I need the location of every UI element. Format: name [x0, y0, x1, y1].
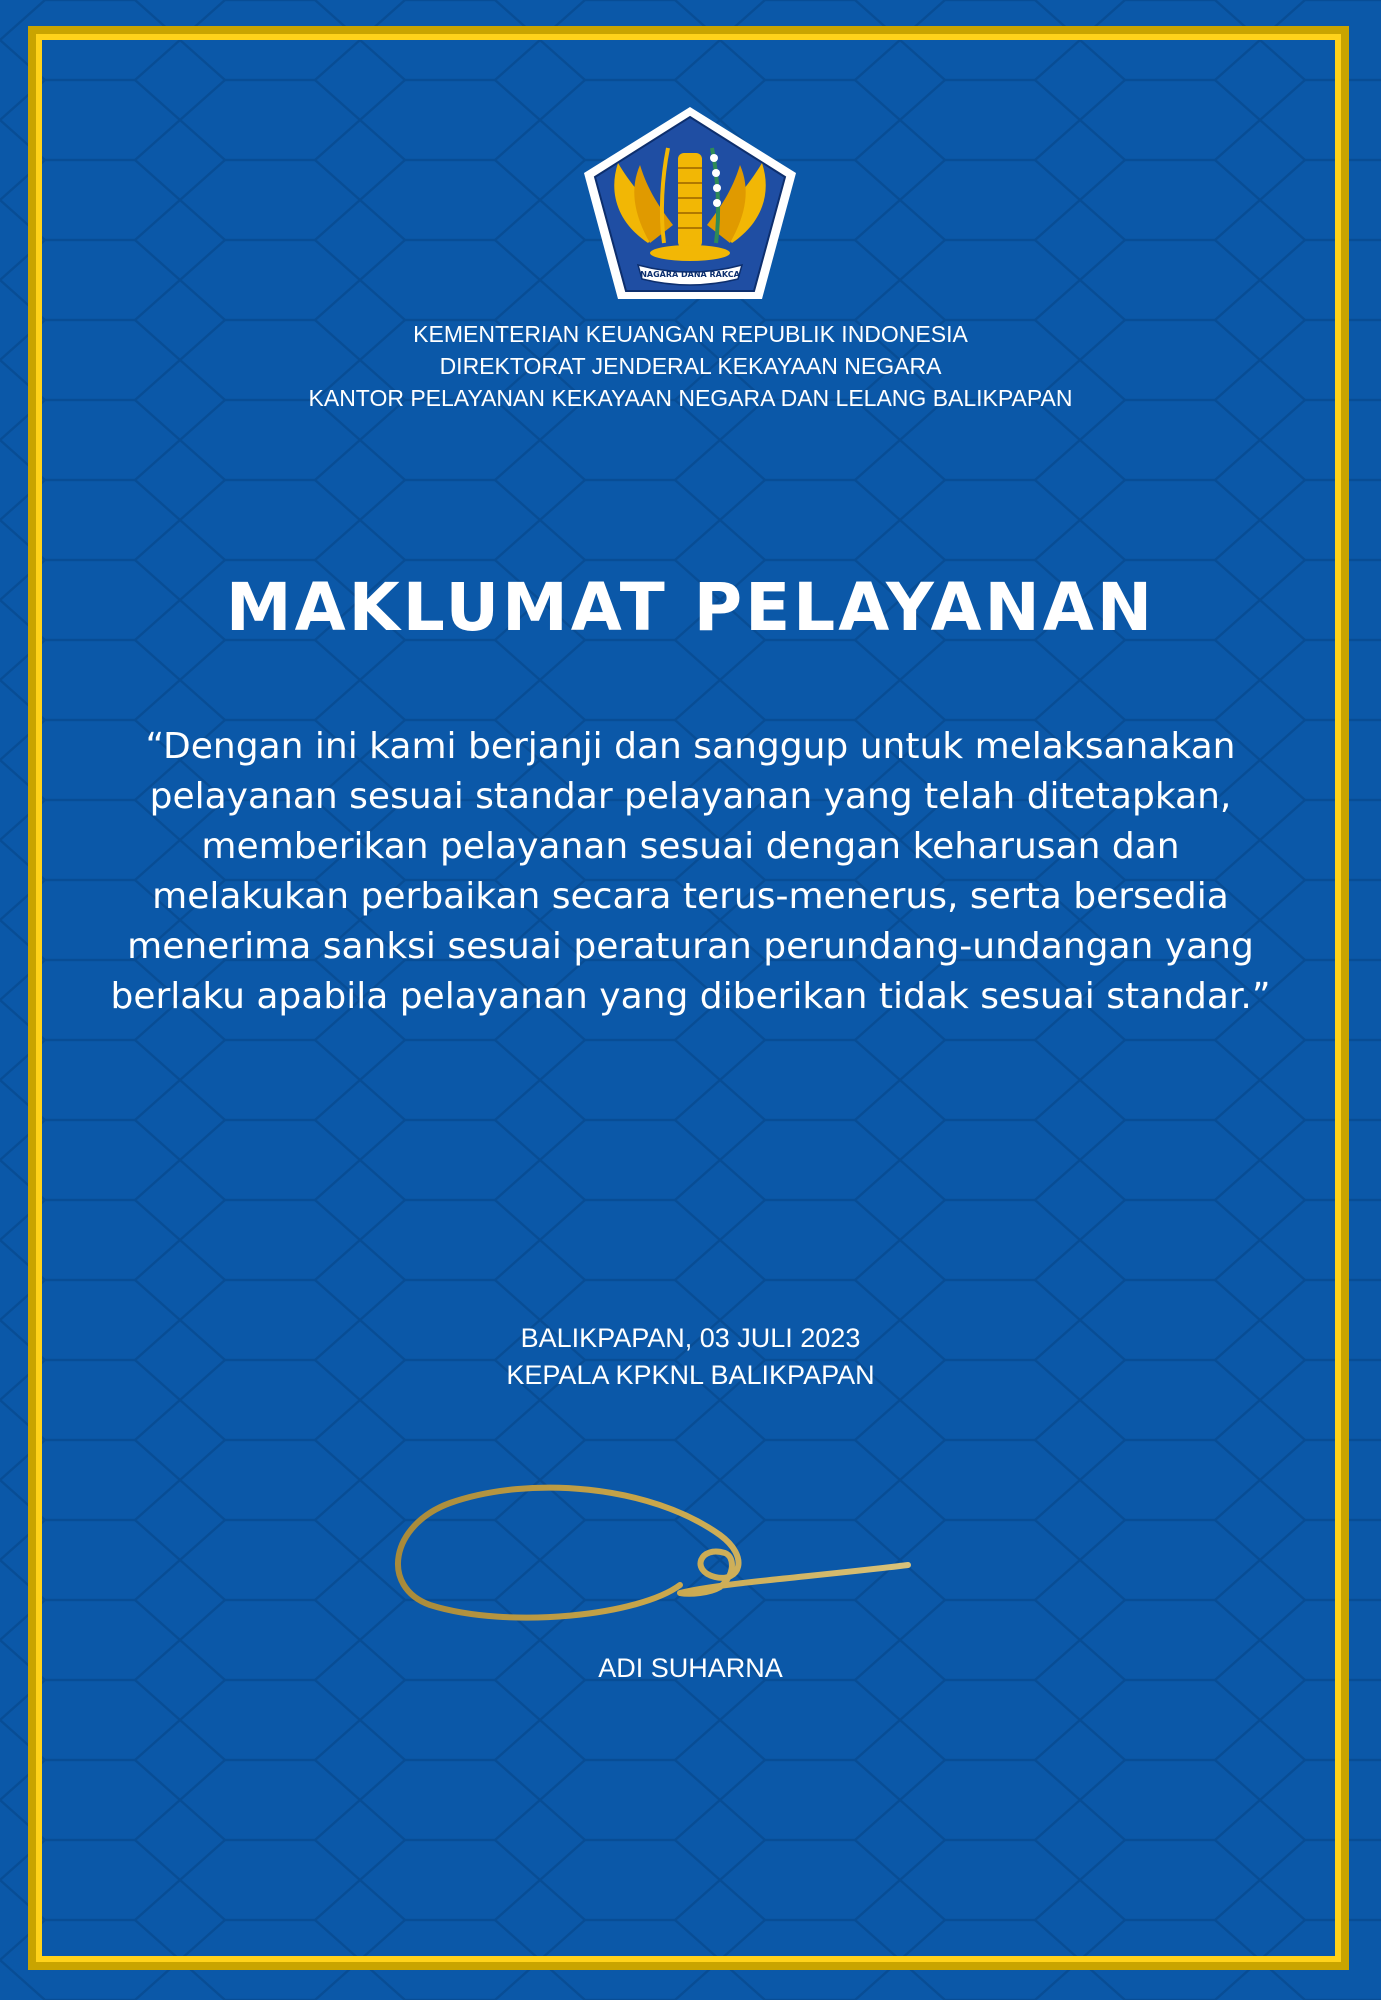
office-name: KANTOR PELAYANAN KEKAYAAN NEGARA DAN LELANG BALIKPAPAN [308, 385, 1073, 411]
logo-motto: NAGARA DANA RAKCA [640, 270, 740, 279]
statement-line: menerima sanksi sesuai peraturan perundang-undangan yang [127, 926, 1254, 967]
page-title: MAKLUMAT PELAYANAN [225, 569, 1156, 646]
statement-line: “Dengan ini kami berjanji dan sanggup untuk melaksanakan [145, 726, 1236, 767]
place-date: BALIKPAPAN, 03 JULI 2023 [520, 1323, 861, 1353]
signer-position: KEPALA KPKNL BALIKPAPAN [506, 1360, 875, 1390]
institution-header [140, 318, 1241, 414]
signer-name: ADI SUHARNA [598, 1653, 783, 1683]
directorate-name: DIREKTORAT JENDERAL KEKAYAAN NEGARA [439, 353, 942, 379]
statement-line: pelayanan sesuai standar pelayanan yang telah ditetapkan, [149, 776, 1232, 817]
service-pledge-statement [70, 722, 1311, 1022]
signoff-block [390, 1320, 991, 1394]
handwritten-signature [390, 1465, 920, 1635]
statement-line: berlaku apabila pelayanan yang diberikan tidak sesuai standar.” [110, 976, 1271, 1017]
statement-line: memberikan pelayanan sesuai dengan keharusan dan [201, 826, 1180, 867]
ministry-name: KEMENTERIAN KEUANGAN REPUBLIK INDONESIA [413, 321, 968, 347]
statement-line: melakukan perbaikan secara terus-menerus, serta bersedia [152, 876, 1229, 917]
kemenkeu-logo-emblem [578, 103, 802, 303]
